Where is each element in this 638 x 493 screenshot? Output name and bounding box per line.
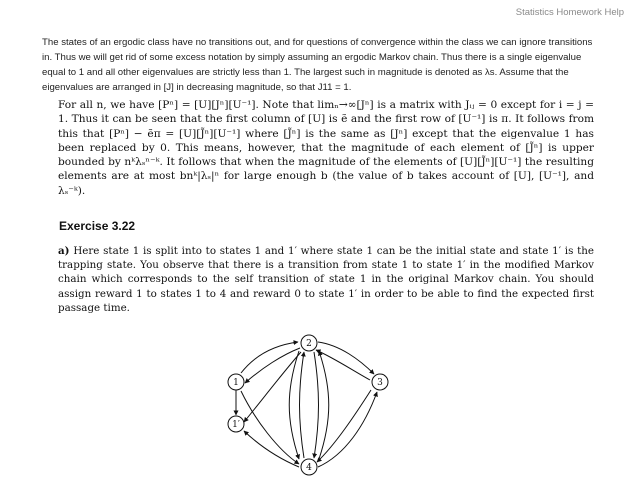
node-3 [372, 374, 388, 390]
edge-3-2 [316, 350, 370, 380]
exercise-title: Exercise 3.22 [59, 219, 136, 233]
node-1 [228, 374, 244, 390]
edge-3-4 [317, 390, 371, 462]
edge-2-4-a [289, 351, 299, 459]
node-1-prime-label: 1′ [232, 420, 240, 430]
node-2-label: 2 [306, 339, 312, 349]
proof-text: For all n, we have [Pⁿ] = [U][Jⁿ][U⁻¹]. Note that limₙ→∞[Jⁿ] is a matrix with Jᵢⱼ = 0 except for i = j = 1. Thus it can be seen that the first column of [U] is ẽ and the first row of [U⁻¹] is π. It follows from this that [Pⁿ] − ẽπ = [U][J̃ⁿ][U⁻¹] where [J̃ⁿ] is the same as [Jⁿ] except that the eigenvalue 1 has been replaced by 0. This means, however, that the magnitude of each element of [J̃ⁿ] is upper bounded by nᵏλₛⁿ⁻ᵏ. It follows that when the magnitude of the elements of [U][J̃ⁿ][U⁻¹] the resulting elements are at most bnᵏ|λₛ|ⁿ for large enough b (the value of b takes account of [U], [U⁻¹], and λₛ⁻ᵏ). [58, 99, 594, 197]
edge-1-4 [241, 391, 299, 464]
edge-2-4-d [319, 351, 329, 459]
edge-1-2 [241, 342, 298, 373]
node-2 [301, 335, 317, 351]
node-4 [301, 459, 317, 475]
node-4-label: 4 [306, 463, 312, 473]
diagram-edges [236, 342, 377, 467]
part-text: Here state 1 is split into to states 1 and 1′ where state 1 can be the initial state and state 1′ is the trapping state. You observe that there is a transition from state 1 to state 1′ in the modified Markov chain which corresponds to the self transition of state 1 in the original Markov chain. You should assign reward 1 to states 1 to 4 and reward 0 to state 1′ in order to be able to find the expected first passage time. [58, 245, 594, 314]
edge-2-4-b [300, 352, 305, 458]
part-label: a) [58, 245, 70, 257]
edge-2-4-c [314, 352, 319, 458]
node-3-label: 3 [377, 378, 383, 388]
node-1-label: 1 [233, 378, 239, 388]
intro-text: The states of an ergodic class have no transitions out, and for questions of convergence within the class we can ignore transitions in. Thus we will get rid of some excess notation by simply assuming an ergodic Markov chain. Thus there is a single eigenvalue equal to 1 and all other eigenvalues are strictly less than 1. The largest such in magnitude is denoted as λs. Assume that the eigenvalues are arranged in [J] in decreasing magnitude, so that J11 = 1. [42, 37, 593, 93]
header-title: Statistics Homework Help [515, 7, 624, 18]
edge-4-1p [244, 431, 299, 467]
node-1-prime [228, 416, 244, 432]
diagram-nodes [228, 335, 388, 475]
edge-2-3 [318, 342, 374, 374]
